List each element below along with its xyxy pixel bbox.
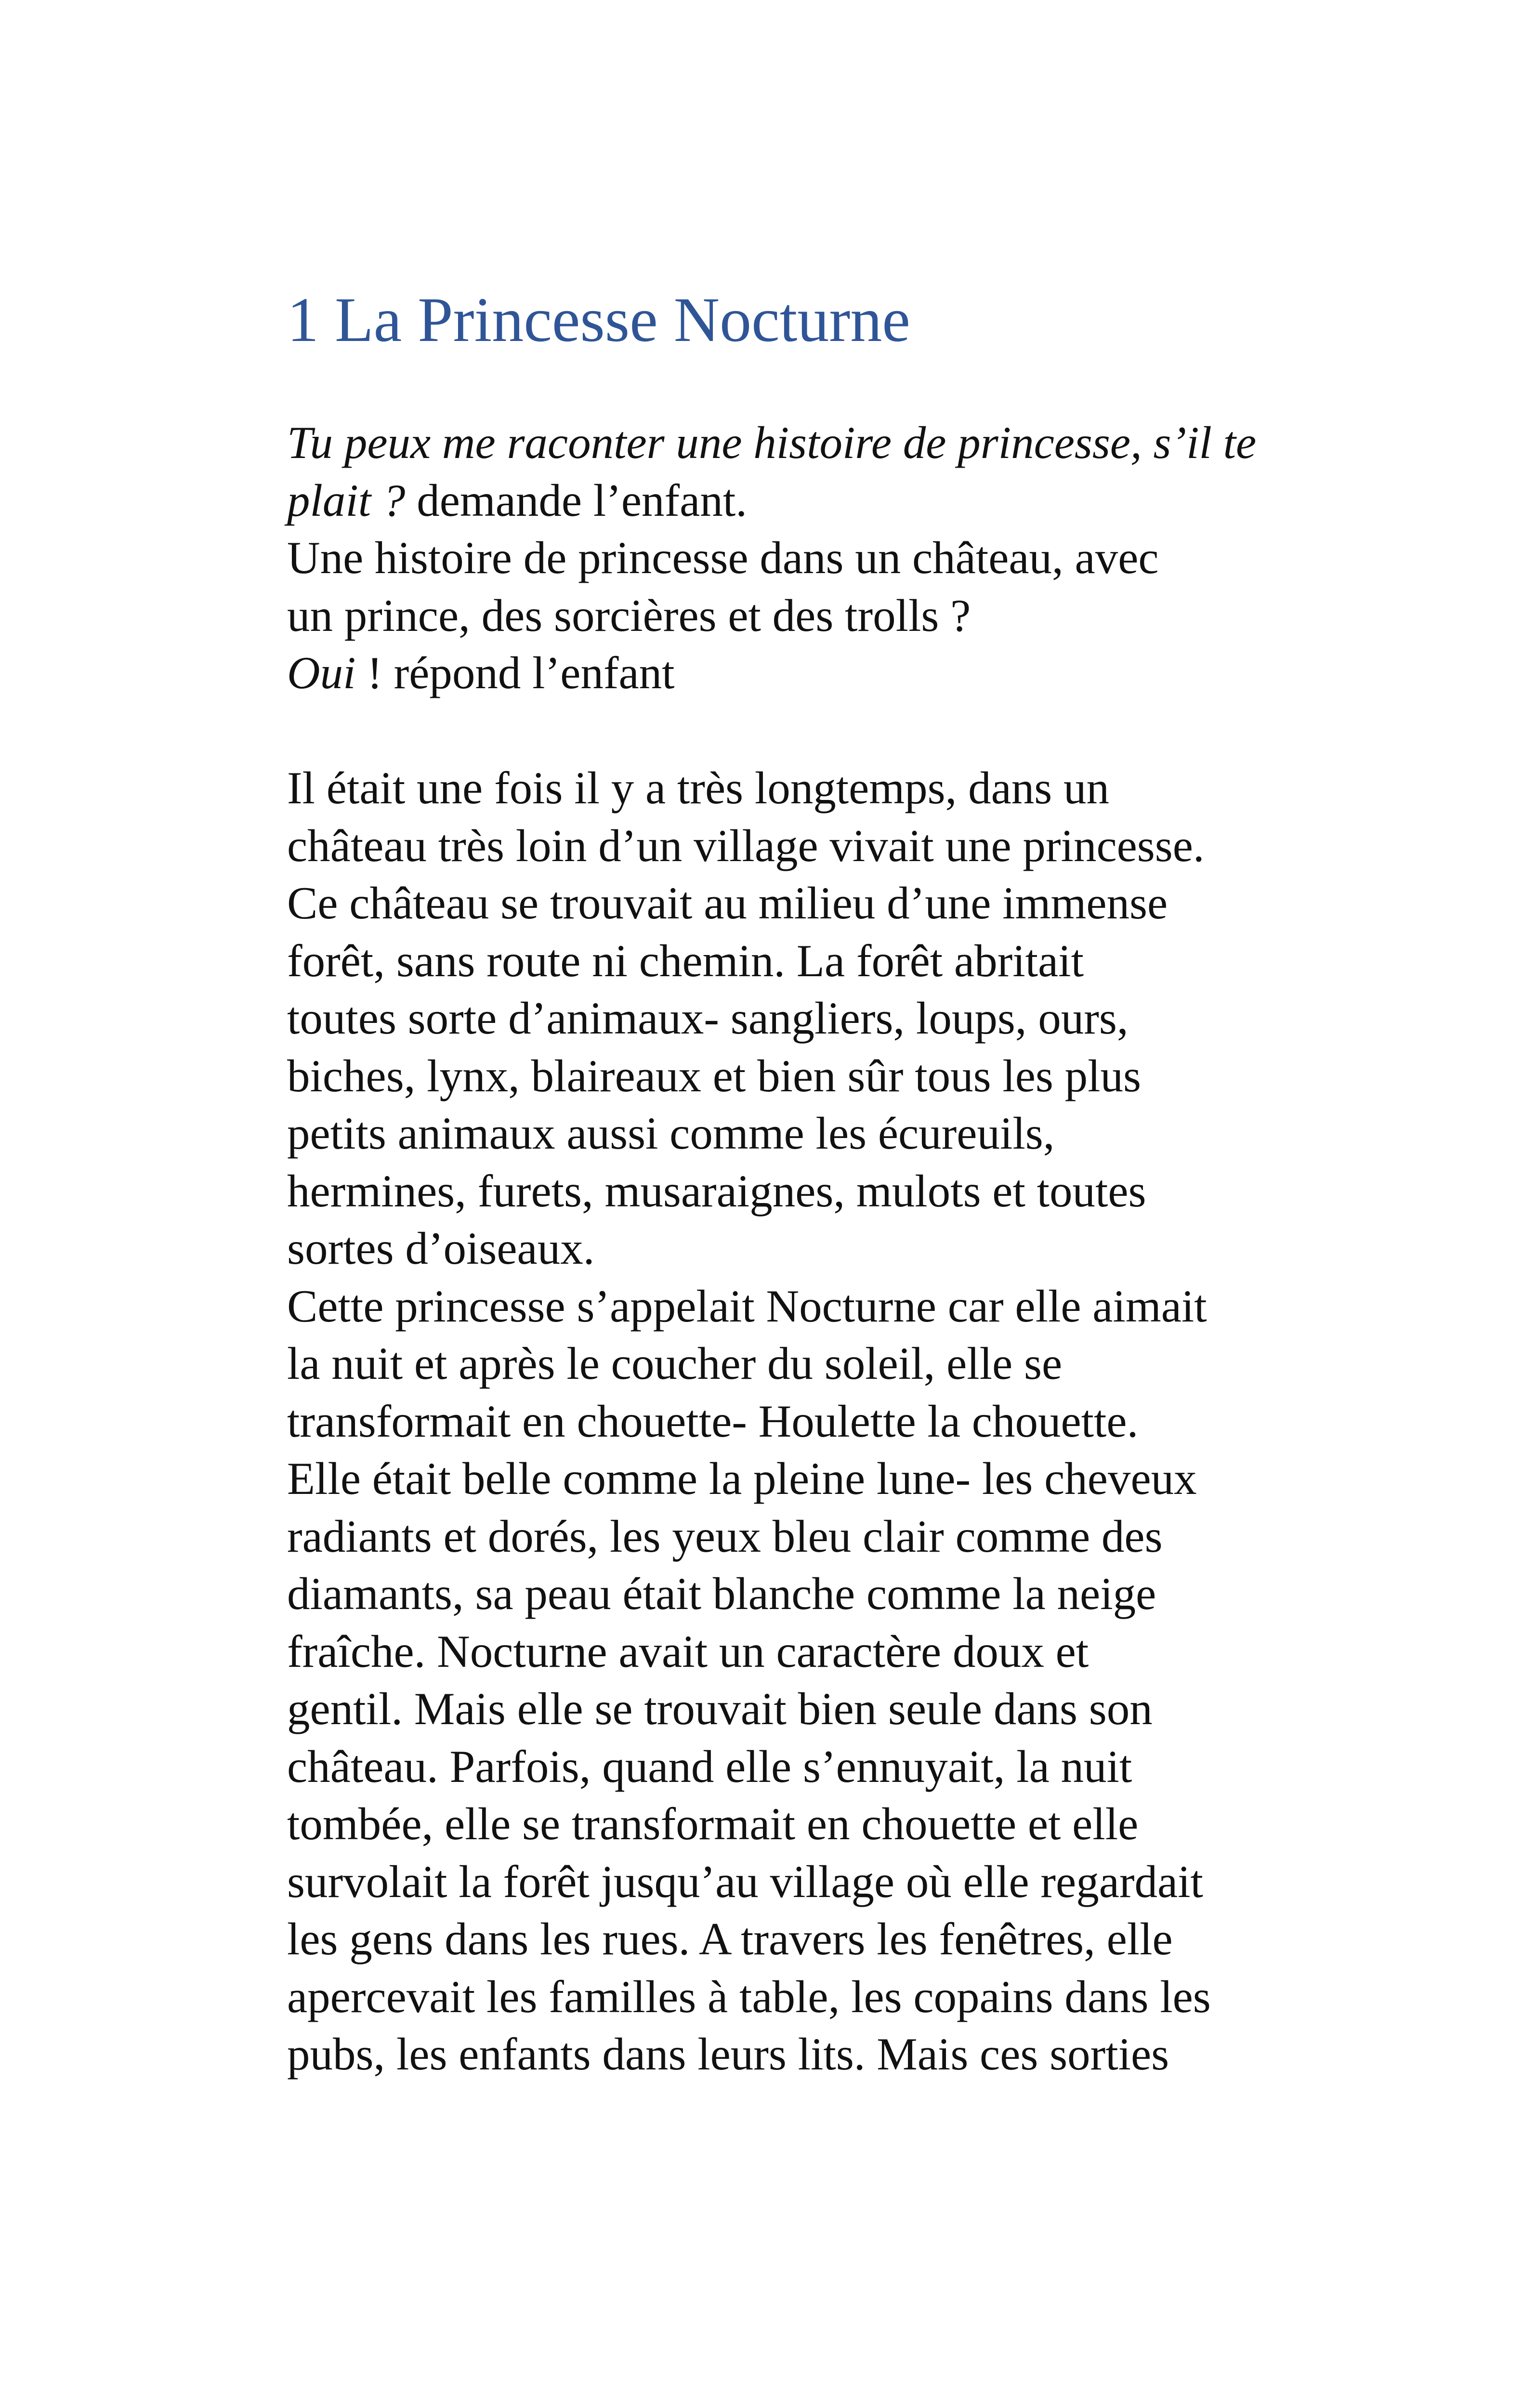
story-line: château. Parfois, quand elle s’ennuyait, la nuit	[287, 1741, 1132, 1792]
story-line: petits animaux aussi comme les écureuils,	[287, 1108, 1055, 1159]
dialogue-line-2	[287, 472, 1395, 530]
dialogue-line-4: un prince, des sorcières et des trolls ?	[287, 589, 971, 641]
story-line: tombée, elle se transformait en chouette et elle	[287, 1798, 1139, 1849]
story-line: la nuit et après le coucher du soleil, elle se	[287, 1338, 1063, 1389]
dialogue-line-3: Une histoire de princesse dans un château, avec	[287, 532, 1159, 583]
story-line: diamants, sa peau était blanche comme la neige	[287, 1568, 1156, 1619]
paragraph-gap	[287, 702, 1395, 760]
story-line: les gens dans les rues. A travers les fenêtres, elle	[287, 1913, 1173, 1964]
story-line: gentil. Mais elle se trouvait bien seule dans son	[287, 1683, 1153, 1734]
dialogue-line-5-italic: Oui	[287, 647, 356, 698]
story-line: forêt, sans route ni chemin. La forêt abritait	[287, 935, 1084, 986]
story-text	[287, 414, 1395, 2083]
story-line: biches, lynx, blaireaux et bien sûr tous les plus	[287, 1050, 1141, 1101]
story-line: château très loin d’un village vivait une princesse.	[287, 820, 1205, 871]
story-line: radiants et dorés, les yeux bleu clair comme des	[287, 1510, 1163, 1562]
story-line: Ce château se trouvait au milieu d’une immense	[287, 877, 1168, 929]
story-line: toutes sorte d’animaux- sangliers, loups, ours,	[287, 993, 1129, 1044]
story-line: Elle était belle comme la pleine lune- les cheveux	[287, 1453, 1197, 1504]
story-line: sortes d’oiseaux.	[287, 1223, 595, 1274]
chapter-title: 1 La Princesse Nocturne	[287, 284, 910, 355]
story-line: Cette princesse s’appelait Nocturne car elle aimait	[287, 1280, 1207, 1332]
dialogue-line-5	[287, 644, 1395, 702]
story-line: apercevait les familles à table, les copains dans les	[287, 1971, 1211, 2022]
story-line: transformait en chouette- Houlette la chouette.	[287, 1395, 1139, 1447]
dialogue-line-1-italic: Tu peux me raconter une histoire de princesse, s’il te	[287, 417, 1257, 468]
dialogue-line-2-rest: demande l’enfant.	[405, 474, 747, 526]
dialogue-line-1	[287, 414, 1395, 472]
dialogue-line-5-rest: ! répond l’enfant	[355, 647, 675, 698]
story-line: hermines, furets, musaraignes, mulots et toutes	[287, 1165, 1146, 1217]
story-line: Il était une fois il y a très longtemps, dans un	[287, 762, 1110, 813]
story-line: fraîche. Nocturne avait un caractère doux et	[287, 1625, 1089, 1677]
story-line: pubs, les enfants dans leurs lits. Mais ces sorties	[287, 2028, 1169, 2080]
story-line: survolait la forêt jusqu’au village où elle regardait	[287, 1856, 1203, 1907]
dialogue-line-2-italic: plait ?	[287, 474, 406, 526]
